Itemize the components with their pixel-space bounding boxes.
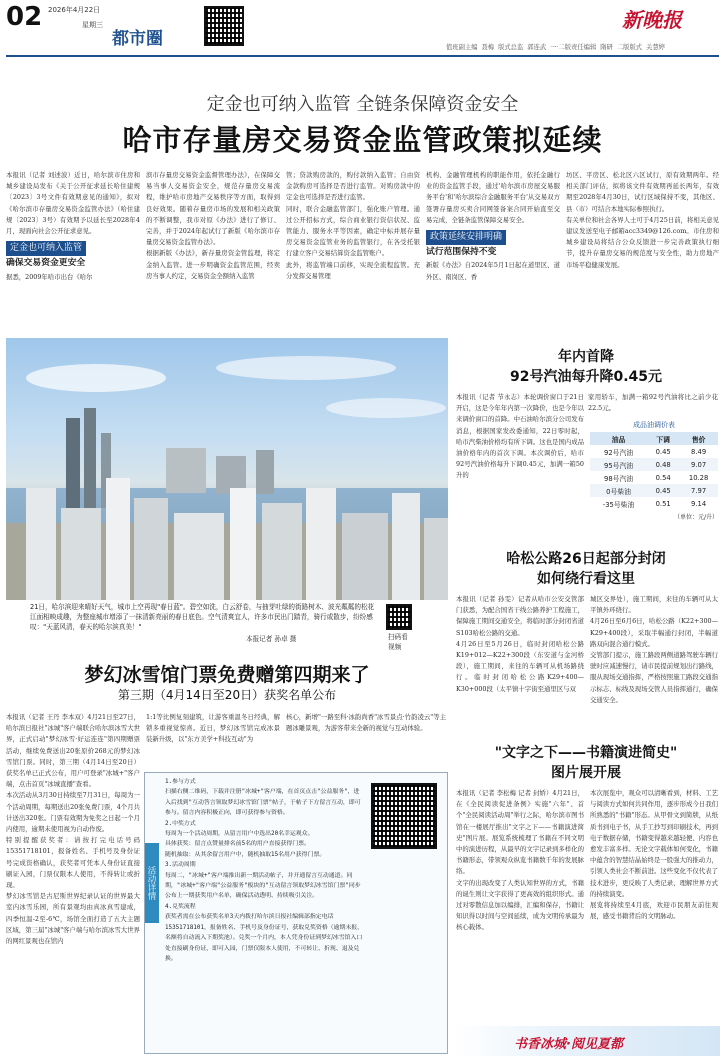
photo-caption: 21日，哈尔滨迎来晴好天气，城市上空再现"春日蓝"。碧空如洗，白云舒卷，与抽芽吐绿的街路树木、波光粼粼的松花江面相映成趣，为整座城市增添了一抹清新亮丽的春日底色。空气清爽宜人，许多市民出门踏青，骑行或散步，纷纷感叹："天蓝风清，春天的哈尔滨真美！" [30,603,375,631]
fuel-title-1: 年内首降 [558,349,614,365]
exhibit-column-2: 本次展览中，观众可以清晰看到，材料、工艺与阅读方式如何共同作用，逐步形成今日我们所熟悉的"书籍"形态。从甲骨文到简牍，从纸质书到电子书，从手工抄写到印刷技术，再到电子数据存储，书籍变得越来越轻便、内容也愈发丰富多样。无论文字载体如何变化，书籍中蕴含的智慧结晶始终是一股强大的推动力，引领人类社会不断前进。这些变化不仅代表了技术进步，更反映了人类记录、理解世界方式的持续演变。 展览将持续至4月底，欢迎市民朋友前往观展，感受书籍背后的文明脉动。 [590,789,718,921]
fuel-col-header: 售价 [679,432,718,445]
exhibit-title-1: "文字之下——书籍演进简史" [494,745,678,761]
lead-paragraph: 据悉，2009年哈市出台《哈尔 [6,272,93,281]
lead-subhead-sub: 确保交易资金更安全 [6,258,86,269]
exhibit-column-1: 本报讯（记者 李松梅 记者 封娇）4月21日，在《全民阅读促进条例》实施"六年"、首个"全民阅读活动周"举行之际，哈尔滨市图书馆在一楼展厅推出"文字之下——书籍演进简史"图片展。展览系统梳理了书籍在不同文明中的演进历程，从最早的文字记录到多样化的书籍形态，带领观众纵览书籍数千年的发展脉络。 文字的出现改变了人类认知世界的方式，书籍的诞生则让文字获得了更高效的组织形式。通过对零散信息加以编排，汇编和保存，书籍让知识得以时间与空间延续，成为文明传承最为核心载体。 [456,789,584,932]
fuel-type: -35号柴油 [602,500,635,509]
fuel-price-table [590,420,718,521]
fuel-price: 9.14 [691,499,707,508]
activity-details-text: 1.参与方式 扫描右侧二维码，下载并注册"冰城+"客户端，在首页点击"公益服务"，进入后找到"互动答言领取梦幻冰雪馆门票"帖子，于帖子下方留言互动，即可参与。留言内容积极正向，即可获得参与资格。 2.中奖方式 每周为一个活动周期，从留言用户中选出20名幸运观众。 具体获奖：留言点赞量排名前5名的用户直接获得门票。 随机抽取：从其余留言用户中，随机抽取15名用户获得门票。 3.活动周期 每周二，"冰城+"客户端推出新一期活动帖子，并开通留言互动通道。同期，"冰城+"客户端"公益服务"板块的"互动留言领取梦幻冰雪馆门票"同步公布上一期获奖用户名单，确保活动透明、持续吸引关注。 4.兑奖流程 获奖者需在公布获奖名单3天内拨打哈尔滨日报社编辑部指定电话15351718101，报备姓名、手机号及身份证号，获取兑奖资格（逾期未报，名额将自动流入下期奖池）。兑奖一个月内，本人凭身份证到梦幻冰雪馆入口处直接刷身份证，即可入园，门票仅限本人使用，不可转让、折现、退及兑换。 [165,779,364,962]
qr-label: 扫码看视频 [388,633,408,651]
lead-column-3 [286,170,420,320]
exhibit-title-2: 图片展开展 [551,765,621,781]
lead-column-4 [426,170,560,320]
fuel-drop: 0.48 [647,458,679,471]
fuel-table-unit: （单位：元/升） [673,514,718,521]
banner-text: 书香冰城·阅见夏都 [514,1037,623,1052]
lead-paragraph: 管；贷款购房款的，购付款纳入监管；自由资金款购房可选择是否进行监管。对购房款中的定金也可选择是否进行监管。 同时，联合金融监管部门，强化账户管理。通过公开招标方式，综合商业银行资信状况、监管能力、服务水平等因素，确定中标并展存量房交易资金监管业务的监管银行，在各受托银行建立客户交易结算资金监管账户。 此外，将监管端口前移，实现全流程监管。充分发挥交易管理 [286,171,420,280]
fuel-table [590,432,718,510]
lead-paragraph: 滨市存量房交易资金监督管理办法》，在保障交易当事人交易资金安全，规范存量房交易流程，维护哈市房地产交易秩序等方面，取得到良好效果。随着存量房市场的发展和相关政策的不断调整，我市对原《办法》进行了修订、完善，并于2024年起试行了新版《哈尔滨市存量房交易资金监管办法》。 根据新版《办法》，新存量房资金管监理，将定金纳入监管。进一步明确资金监管范围，经卖房当事人约定，交易资金全额纳入监管 [146,171,280,280]
activity-qr-code[interactable] [371,783,437,849]
fuel-drop: 0.51 [655,499,671,508]
fuel-type: 98号汽油 [604,474,634,483]
lead-subhead-tag: 定金也可纳入监管 [6,241,86,256]
lead-headline: 哈市存量房交易资金监管政策拟延续 [122,123,603,157]
fuel-col-header: 下调 [647,432,679,445]
fuel-drop: 0.54 [655,473,671,482]
activity-details-box [144,772,448,1054]
road-title-2: 如何绕行看这里 [537,571,635,587]
lead-paragraph: 坊区、平房区、松北区六区试行，原有效期两年。经相关部门评估，拟将该文件有效期再延长两年，有效期至2028年4月30日，试行区域保持不变，其他区、县（市）可结合本地实际参照执行。 有关单位和社会各界人士可于4月25日前，将相关意见建议发送至电子邮箱acc3349@126.com。市住房和城乡建设局将结合公众反馈进一步完善政策执行细节，提升存量房交易的规范度与安全性，助力房地产市场平稳健康发展。 [566,171,719,269]
ice-headline: 梦幻冰雪馆门票免费赠第四期来了 [84,664,370,686]
credit-label: 一·二版责任编辑 [550,44,597,51]
lead-column-2 [146,170,280,320]
ice-column-3: 核心，新增"一路至科·冰韵尚香"冰雪景点·竹韵凌云"等主题冰雕景观，为游客带来全新的视觉与互动体验。 [286,713,446,733]
lead-subhead-sub: 试行范围保持不变 [426,247,497,258]
fuel-text-left: 本报讯（记者 节永志）本轮调价窗口于21日开启，这是今年年内第一次降价，也是今年以来调价窗口的首降。中石油哈尔滨分公司发布消息，根据国家发改委通知，22日零时起，哈市汽柴油价格均有所下调。这也是国内成品油价格年内的首次下调。本次调价后，哈市92号汽油价格每升下调0.45元，加满一箱50升的 [456,393,584,480]
credit-name: 郭连武 [527,44,547,51]
table-row [590,445,718,458]
credit-label: 二版版式 [616,44,643,51]
ice-column-1: 本报讯（记者 王丹 李本双）4月21日至27日，哈尔滨日报社"冰城"客户端联合哈尔滨冰雪大世界，正式启动"梦幻冰雪·好运连连"第四期赠票活动，继续免费送出20张原价268元的梦幻冰雪馆门票。同时，第三期（4月14日至20日）获奖名单已正式公布，用户可登录"冰城+"客户端，点击首页"冰城直播"查看。 本次活动从3月30日持续至7月31日，每周为一个活动周期，每期送出20张免费门票，4个月共计送出320张。门票有效期为免奖之日起一个月内使用，逾期未使用视为自动作废。 特别提醒获奖者：请按打完电话号码15351718101，报备姓名、手机号及身份证号完成资格确认，获奖者可凭本人身份证直接刷证入园，门票仅限本人使用，不得转让或折现。 梦幻冰雪馆是古尼斯世界纪录认证的世界最大室内冰雪乐园，所有景观均由真冰真雪建成，四季恒温-2至-6℃，场馆全面打造了五大主题区域，第三届"冰城"客户端与哈尔滨冰雪大世界的网红景观也在馆内 [6,713,140,946]
table-row [590,484,718,497]
newspaper-logo: 新晚报 [622,8,682,32]
activity-details-tab: 活动详情 [145,843,159,923]
lead-paragraph: 机构、金融管理机构的职能作用，依托金融行业的资金监管手段，通过'哈尔滨市房屋交易服务平台'和'哈尔滨综合金融服务平台'从交易双方签署存量房买卖合同网签备案合同开始直至交易完成，全链条监管保障交易安全。 [426,171,560,224]
fuel-price: 8.49 [691,447,707,456]
credit-name: 聂梅 [481,44,495,51]
fuel-drop: 0.45 [647,484,679,497]
ice-subhead: 第三期（4月14日至20日）获奖名单公布 [117,688,337,702]
road-title-1: 哈松公路26日起部分封闭 [506,551,666,567]
issue-weekday: 星期三 [82,21,103,29]
credit-label: 版式总监 [498,44,524,51]
lead-column-1 [6,170,140,320]
lead-paragraph: 本报讯（记者 刘述波）近日，哈尔滨市住房和城乡建设局发布《关于公开征求延长哈住建规〔2023〕3号文件有效期意见的通知》，拟对《哈尔滨市存量房交易资金监管办法》（哈住建规〔2023〕3号）有效期予以延长至2028年4月，现面向社会公开征求意见。 [6,171,140,236]
credit-label: 值班副主编 [446,44,478,51]
city-skyline-photo [6,338,448,600]
lead-subhead-tag: 政策延续安排明确 [426,230,506,245]
fuel-type: 92号汽油 [604,448,634,457]
table-row [590,471,718,484]
road-column-2: 城区交界处），施工期间，来往的车辆可从太平镇外环绕行。 4月26日至6月6日，哈松公路（K22+300—K29+400段），采取半幅通行封闭，半幅道路双向混合通行模式。 交管部门提示，施工路段两侧道路驾驶车辆行驶时应减速慢行，请市民提前规划出行路线，服从现场交通指挥，严格按照施工路段交通指示标志、标线及现场交管人员指挥通行，确保交通安全。 [590,595,718,704]
lead-column-5 [566,170,719,320]
ice-column-2: 1:1等比例复刻建筑，让游客重温冬日经典，解锁多重视觉惊喜。近日，梦幻冰雪馆完成冰景装新升级，以"东方美学+科技互动"为 [146,713,280,744]
photo-credit: 本报记者 孙卓 摄 [246,635,297,643]
fuel-drop: 0.45 [655,447,671,456]
credit-name: 关慧婷 [646,44,665,51]
table-row [590,458,718,471]
page-header [0,0,725,60]
header-qr-code[interactable] [204,6,244,46]
lead-kicker: 定金也可纳入监管 全链条保障资金安全 [206,94,519,115]
fuel-text-right: 家用轿车，加满一箱92号汽油将比之前少花22.5元。 [588,393,718,413]
skyline-illustration [6,338,448,600]
page-number: 02 [6,2,43,32]
fuel-type: 95号汽油 [590,458,647,471]
fuel-price: 7.97 [679,484,718,497]
lead-paragraph: 新版《办法》自2024年5月1日起在道里区、道外区、南岗区、香 [426,261,560,281]
road-column-1: 本报讯（记者 孙雯）记者从哈市公安交管部门获悉，为配合国省干线公路养护工程施工，保障施工期间交通安全，将临时部分封闭省道S103哈松公路的交通。 4月26日至5月26日，临时封闭哈松公路K19+012—K22+300段（东安道与金河桥段），施工期间，来往的车辆可从机场路绕行。临时封闭哈松公路K29+400—K30+000段（太平镇十字街至通里区与双 [456,595,584,693]
table-row [590,497,718,510]
credit-name: 隋研 [600,44,613,51]
fuel-type: 0号柴油 [590,484,647,497]
fuel-price: 10.28 [688,473,709,482]
fuel-col-header: 油品 [590,432,647,445]
photo-qr-code[interactable] [386,604,412,630]
header-rule [6,55,719,57]
editor-credits [446,42,718,51]
fuel-price: 9.07 [679,458,718,471]
section-title: 都市圈 [112,29,163,49]
reading-banner [454,1026,720,1056]
fuel-title-2: 92号汽油每升降0.45元 [509,369,663,385]
issue-date: 2026年4月22日 [48,6,101,14]
fuel-table-title: 成品油调价表 [633,421,675,429]
